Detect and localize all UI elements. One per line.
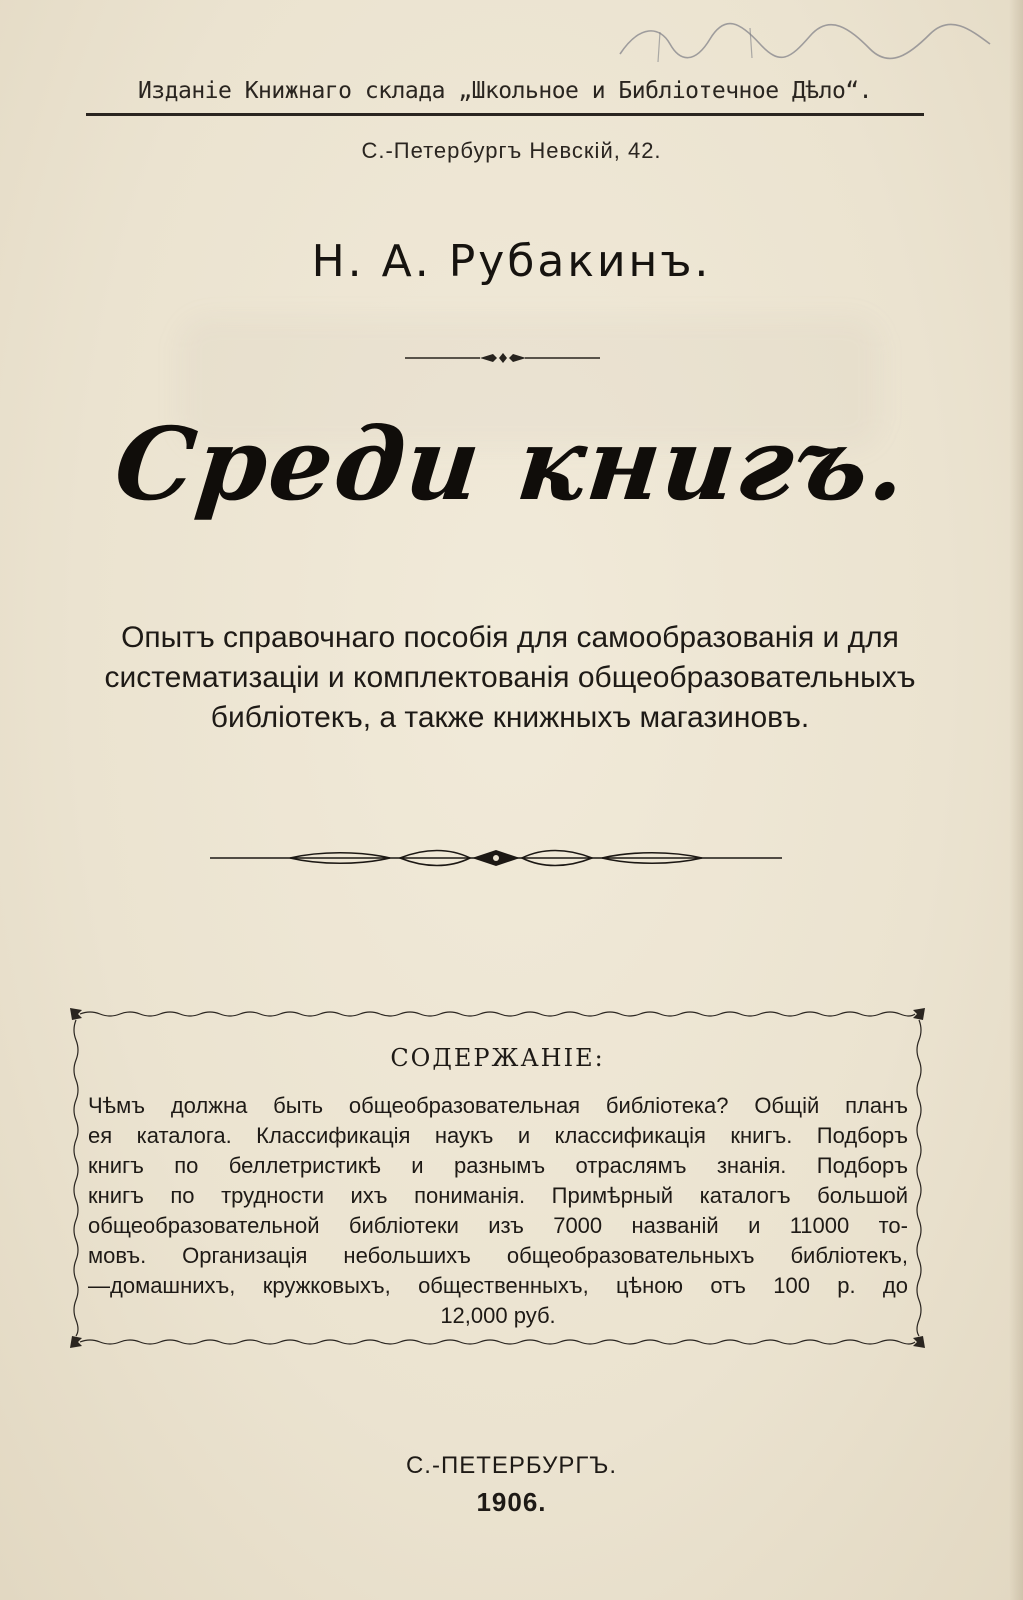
contents-line: —домашнихъ, кружковыхъ, общественныхъ, цѣною отъ 100 р. до xyxy=(88,1273,908,1298)
imprint-city: С.-ПЕТЕРБУРГЪ. xyxy=(405,1452,618,1479)
contents-line: мовъ. Организація небольшихъ общеобразовательныхъ библіотекъ, xyxy=(88,1243,908,1268)
contents-line: ея каталога. Классификація наукъ и классификація книгъ. Подборъ xyxy=(88,1123,908,1148)
contents-text xyxy=(88,1091,908,1331)
book-title: Среди книгъ. xyxy=(109,405,914,523)
contents-line: Чѣмъ должна быть общеобразовательная библіотека? Общій планъ xyxy=(88,1093,908,1118)
publisher-rule xyxy=(86,113,924,116)
imprint-year: 1906. xyxy=(476,1487,547,1517)
subtitle-line: Опытъ справочнаго пособія для самообразованія и для xyxy=(121,621,899,654)
subtitle-line: библіотекъ, а также книжныхъ магазиновъ. xyxy=(210,701,810,734)
subtitle-line: систематизаціи и комплектованія общеобразовательныхъ xyxy=(104,661,916,694)
contents-line: книгъ по беллетристикѣ и разнымъ отраслямъ знанія. Подборъ xyxy=(88,1153,908,1178)
handwritten-signature xyxy=(600,14,1000,74)
author-name: Н. А. Рубакинъ. xyxy=(311,236,712,287)
publisher-line: Изданіе Книжнаго склада „Школьное и Библіотечное Дѣло“. xyxy=(137,78,873,104)
contents-box xyxy=(70,1008,925,1348)
contents-line: книгъ по трудности ихъ пониманія. Примѣрный каталогъ большой xyxy=(88,1183,908,1208)
contents-heading: СОДЕРЖАНІЕ: xyxy=(390,1044,605,1072)
subtitle xyxy=(70,618,950,738)
contents-line: 12,000 руб. xyxy=(440,1303,556,1328)
publisher-address: С.-Петербургъ Невскій, 42. xyxy=(361,138,662,163)
page-edge-shadow xyxy=(1009,0,1023,1600)
large-ornament-divider xyxy=(210,845,782,871)
contents-line: общеобразовательной библіотеки изъ 7000 названій и 11000 то- xyxy=(88,1213,908,1238)
